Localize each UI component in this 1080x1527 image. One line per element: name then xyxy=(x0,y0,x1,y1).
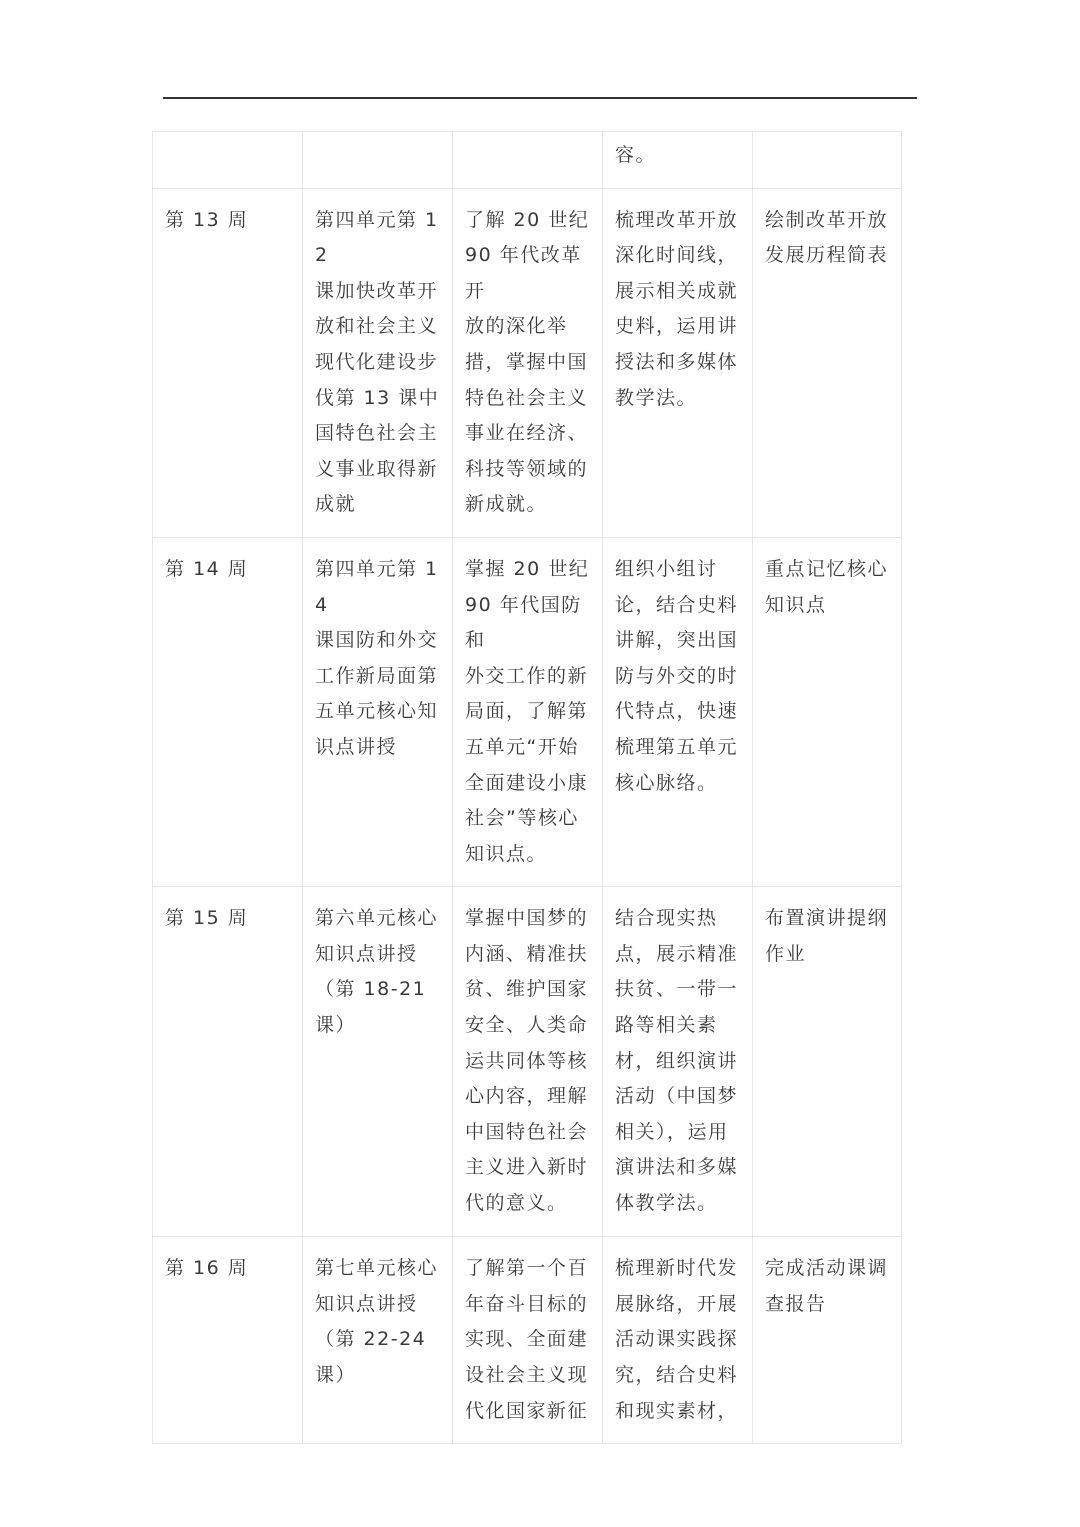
content-cell: 第四单元第 12 课加快改革开 放和社会主义 现代化建设步 伐第 13 课中 国特色社会主 义事业取得新 成就 xyxy=(303,188,453,537)
week-cell: 第 14 周 xyxy=(153,537,303,886)
header-rule xyxy=(163,97,917,99)
objective-cell: 掌握中国梦的 内涵、精准扶 贫、维护国家 安全、人类命 运共同体等核 心内容，理解 中国特色社会 主义进入新时 代的意义。 xyxy=(453,887,603,1237)
assignment-cell: 布置演讲提纲 作业 xyxy=(753,887,902,1237)
assignment-cell: 完成活动课调 查报告 xyxy=(753,1237,902,1444)
method-cell: 梳理改革开放 深化时间线， 展示相关成就 史料，运用讲 授法和多媒体 教学法。 xyxy=(603,188,753,537)
objective-cell xyxy=(453,132,603,189)
assignment-cell: 重点记忆核心 知识点 xyxy=(753,537,902,886)
content-cell: 第四单元第 14 课国防和外交 工作新局面第 五单元核心知 识点讲授 xyxy=(303,537,453,886)
teaching-plan-table xyxy=(152,131,902,1444)
content-cell: 第七单元核心 知识点讲授 （第 22-24 课） xyxy=(303,1237,453,1444)
objective-cell: 了解 20 世纪 90 年代改革开 放的深化举 措，掌握中国 特色社会主义 事业在经济、 科技等领域的 新成就。 xyxy=(453,188,603,537)
table-row xyxy=(153,887,902,1237)
content-cell: 第六单元核心 知识点讲授 （第 18-21 课） xyxy=(303,887,453,1237)
week-cell: 第 15 周 xyxy=(153,887,303,1237)
assignment-cell xyxy=(753,132,902,189)
content-cell xyxy=(303,132,453,189)
table-row xyxy=(153,537,902,886)
table-row xyxy=(153,132,902,189)
objective-cell: 掌握 20 世纪 90 年代国防和 外交工作的新 局面，了解第 五单元“开始 全面建设小康 社会”等核心 知识点。 xyxy=(453,537,603,886)
week-cell: 第 16 周 xyxy=(153,1237,303,1444)
method-cell: 组织小组讨 论，结合史料 讲解，突出国 防与外交的时 代特点，快速 梳理第五单元 核心脉络。 xyxy=(603,537,753,886)
method-cell: 结合现实热 点，展示精准 扶贫、一带一 路等相关素 材，组织演讲 活动（中国梦 相关），运用 演讲法和多媒 体教学法。 xyxy=(603,887,753,1237)
week-cell: 第 13 周 xyxy=(153,188,303,537)
assignment-cell: 绘制改革开放 发展历程简表 xyxy=(753,188,902,537)
table-row xyxy=(153,1237,902,1444)
method-cell: 容。 xyxy=(603,132,753,189)
objective-cell: 了解第一个百 年奋斗目标的 实现、全面建 设社会主义现 代化国家新征 xyxy=(453,1237,603,1444)
method-cell: 梳理新时代发 展脉络，开展 活动课实践探 究，结合史料 和现实素材， xyxy=(603,1237,753,1444)
week-cell xyxy=(153,132,303,189)
table-row xyxy=(153,188,902,537)
